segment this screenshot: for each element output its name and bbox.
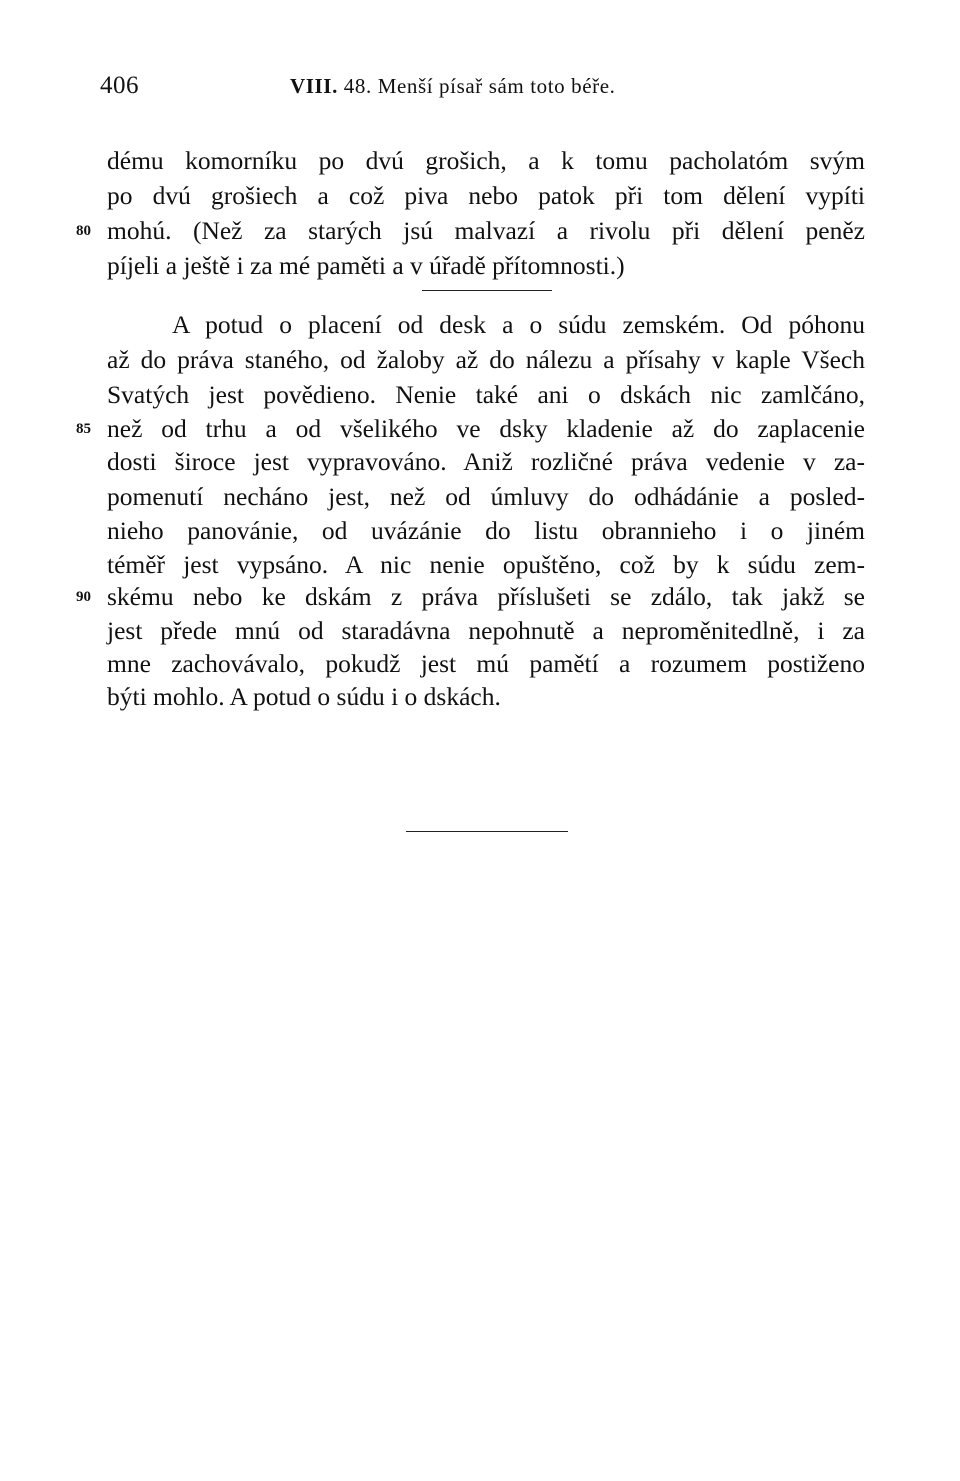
text-line: než od trhu a od všelikého ve dsky kladenie až do zaplacenie <box>107 414 865 443</box>
text-line: skému nebo ke dskám z práva příslušeti se zdálo, tak jakž se <box>107 582 865 611</box>
text-line: téměř jest vypsáno. A nic nenie opuštěno, což by k súdu zem- <box>107 550 865 579</box>
running-head <box>290 74 616 99</box>
line-number: 90 <box>76 589 91 605</box>
text-line: mne zachovávalo, pokudž jest mú pamětí a rozumem postiženo <box>107 649 865 678</box>
text-line: dosti široce jest vypravováno. Aniž rozličné práva vedenie v za- <box>107 447 865 476</box>
text-line: až do práva staného, od žaloby až do nálezu a přísahy v kaple Všech <box>107 345 865 374</box>
section-title: 48. Menší písař sám toto béře. <box>343 74 616 98</box>
text-line: mohú. (Než za starých jsú malvazí a rivolu při dělení peněz <box>107 216 865 245</box>
text-line: jest přede mnú od staradávna nepohnutě a neproměnitedlně, i za <box>107 616 865 645</box>
section-divider <box>422 290 552 291</box>
text-line: píjeli a ještě i za mé paměti a v úřadě přítomnosti.) <box>107 251 625 280</box>
text-line: po dvú grošiech a což piva nebo patok při tom dělení vypíti <box>107 181 865 210</box>
chapter-number: VIII. <box>290 74 338 98</box>
text-line: Svatých jest povědieno. Nenie také ani o dskách nic zamlčáno, <box>107 380 865 409</box>
text-line: býti mohlo. A potud o súdu i o dskách. <box>107 682 501 711</box>
line-number: 80 <box>76 223 91 239</box>
line-number: 85 <box>76 421 91 437</box>
page-header <box>100 72 860 106</box>
text-line: A potud o placení od desk a o súdu zemském. Od póhonu <box>172 310 865 339</box>
page-number: 406 <box>100 72 139 99</box>
text-line: dému komorníku po dvú grošich, a k tomu pacholatóm svým <box>107 146 865 175</box>
end-rule <box>406 831 568 832</box>
text-line: pomenutí necháno jest, než od úmluvy do odhádánie a posled- <box>107 482 865 511</box>
text-line: nieho panovánie, od uvázánie do listu obrannieho i o jiném <box>107 516 865 545</box>
